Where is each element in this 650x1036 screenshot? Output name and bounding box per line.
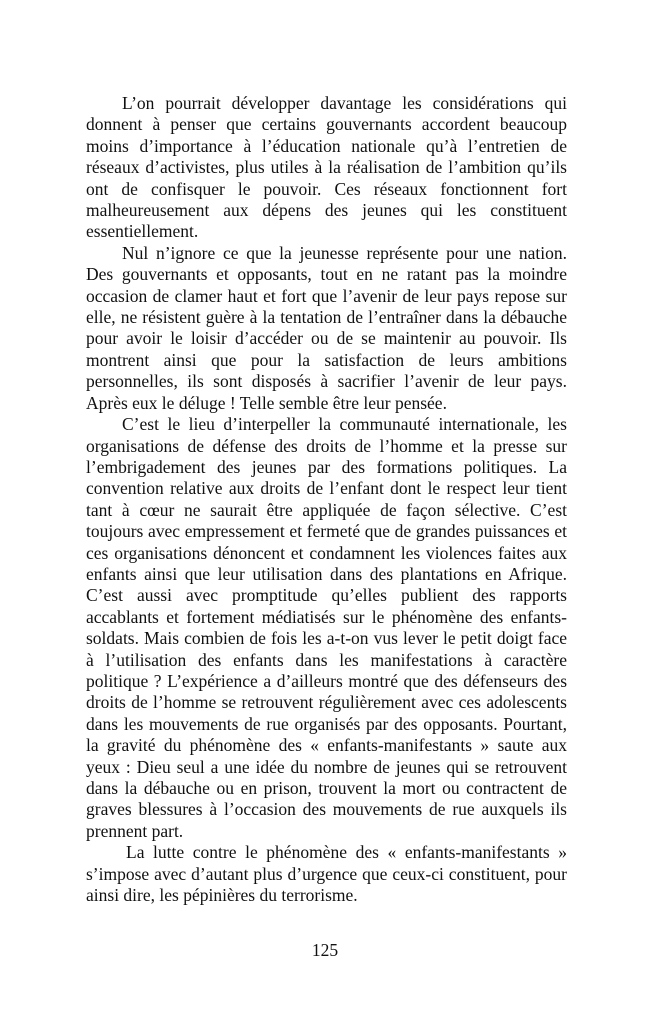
paragraph-1: L’on pourrait développer davantage les considérations qui donnent à penser que certains gouvernants accordent beaucoup moins d’importance à l’éducation nationale qu’à l’entretien de réseaux d’activistes, plus utiles à la réalisation de l’ambition qu’ils ont de confisquer le pouvoir. Ces réseaux fonctionnent fort malheureusement aux dépens des jeunes qui les constituent essentiellement. bbox=[86, 93, 567, 242]
paragraph-3: C’est le lieu d’interpeller la communauté internationale, les organisations de défense des droits de l’homme et la presse sur l’embrigadement des jeunes par des formations politiques. La convention relative aux droits de l’enfant dont le respect leur tient tant à cœur ne saurait être appliquée de façon sélective. C’est toujours avec empressement et fermeté que de grandes puissances et ces organisations dénoncent et condamnent les violences faites aux enfants ainsi que leur utilisation dans des plantations en Afrique. C’est aussi avec promptitude qu’elles publient des rapports accablants et fortement médiatisés sur le phénomène des enfants-soldats. Mais combien de fois les a-t-on vus lever le petit doigt face à l’utilisation des enfants dans les manifestations à caractère politique ? L’expérience a d’ailleurs montré que des défenseurs des droits de l’homme se retrouvent régulièrement avec ces adolescents dans les mouvements de rue organisés par des opposants. Pourtant, la gravité du phénomène des « enfants-manifestants » saute aux yeux : Dieu seul a une idée du nombre de jeunes qui se retrouvent dans la débauche ou en prison, trouvent la mort ou contractent de graves blessures à l’occasion des mouvements de rue auxquels ils prennent part. bbox=[86, 414, 567, 841]
paragraph-2: Nul n’ignore ce que la jeunesse représente pour une nation. Des gouvernants et opposants, tout en ne ratant pas la moindre occasion de clamer haut et fort que l’avenir de leur pays repose sur elle, ne résistent guère à la tentation de l’entraîner dans la débauche pour avoir le loisir d’accéder ou de se maintenir au pouvoir. Ils montrent ainsi que pour la satisfaction de leurs ambitions personnelles, ils sont disposés à sacrifier l’avenir de leur pays. Après eux le déluge ! Telle semble être leur pensée. bbox=[86, 242, 567, 413]
page-number: 125 bbox=[311, 940, 339, 960]
paragraph-4: La lutte contre le phénomène des « enfants-manifestants » s’impose avec d’autant plus d’urgence que ceux-ci constituent, pour ainsi dire, les pépinières du terrorisme. bbox=[86, 842, 567, 906]
page-body bbox=[86, 93, 567, 906]
